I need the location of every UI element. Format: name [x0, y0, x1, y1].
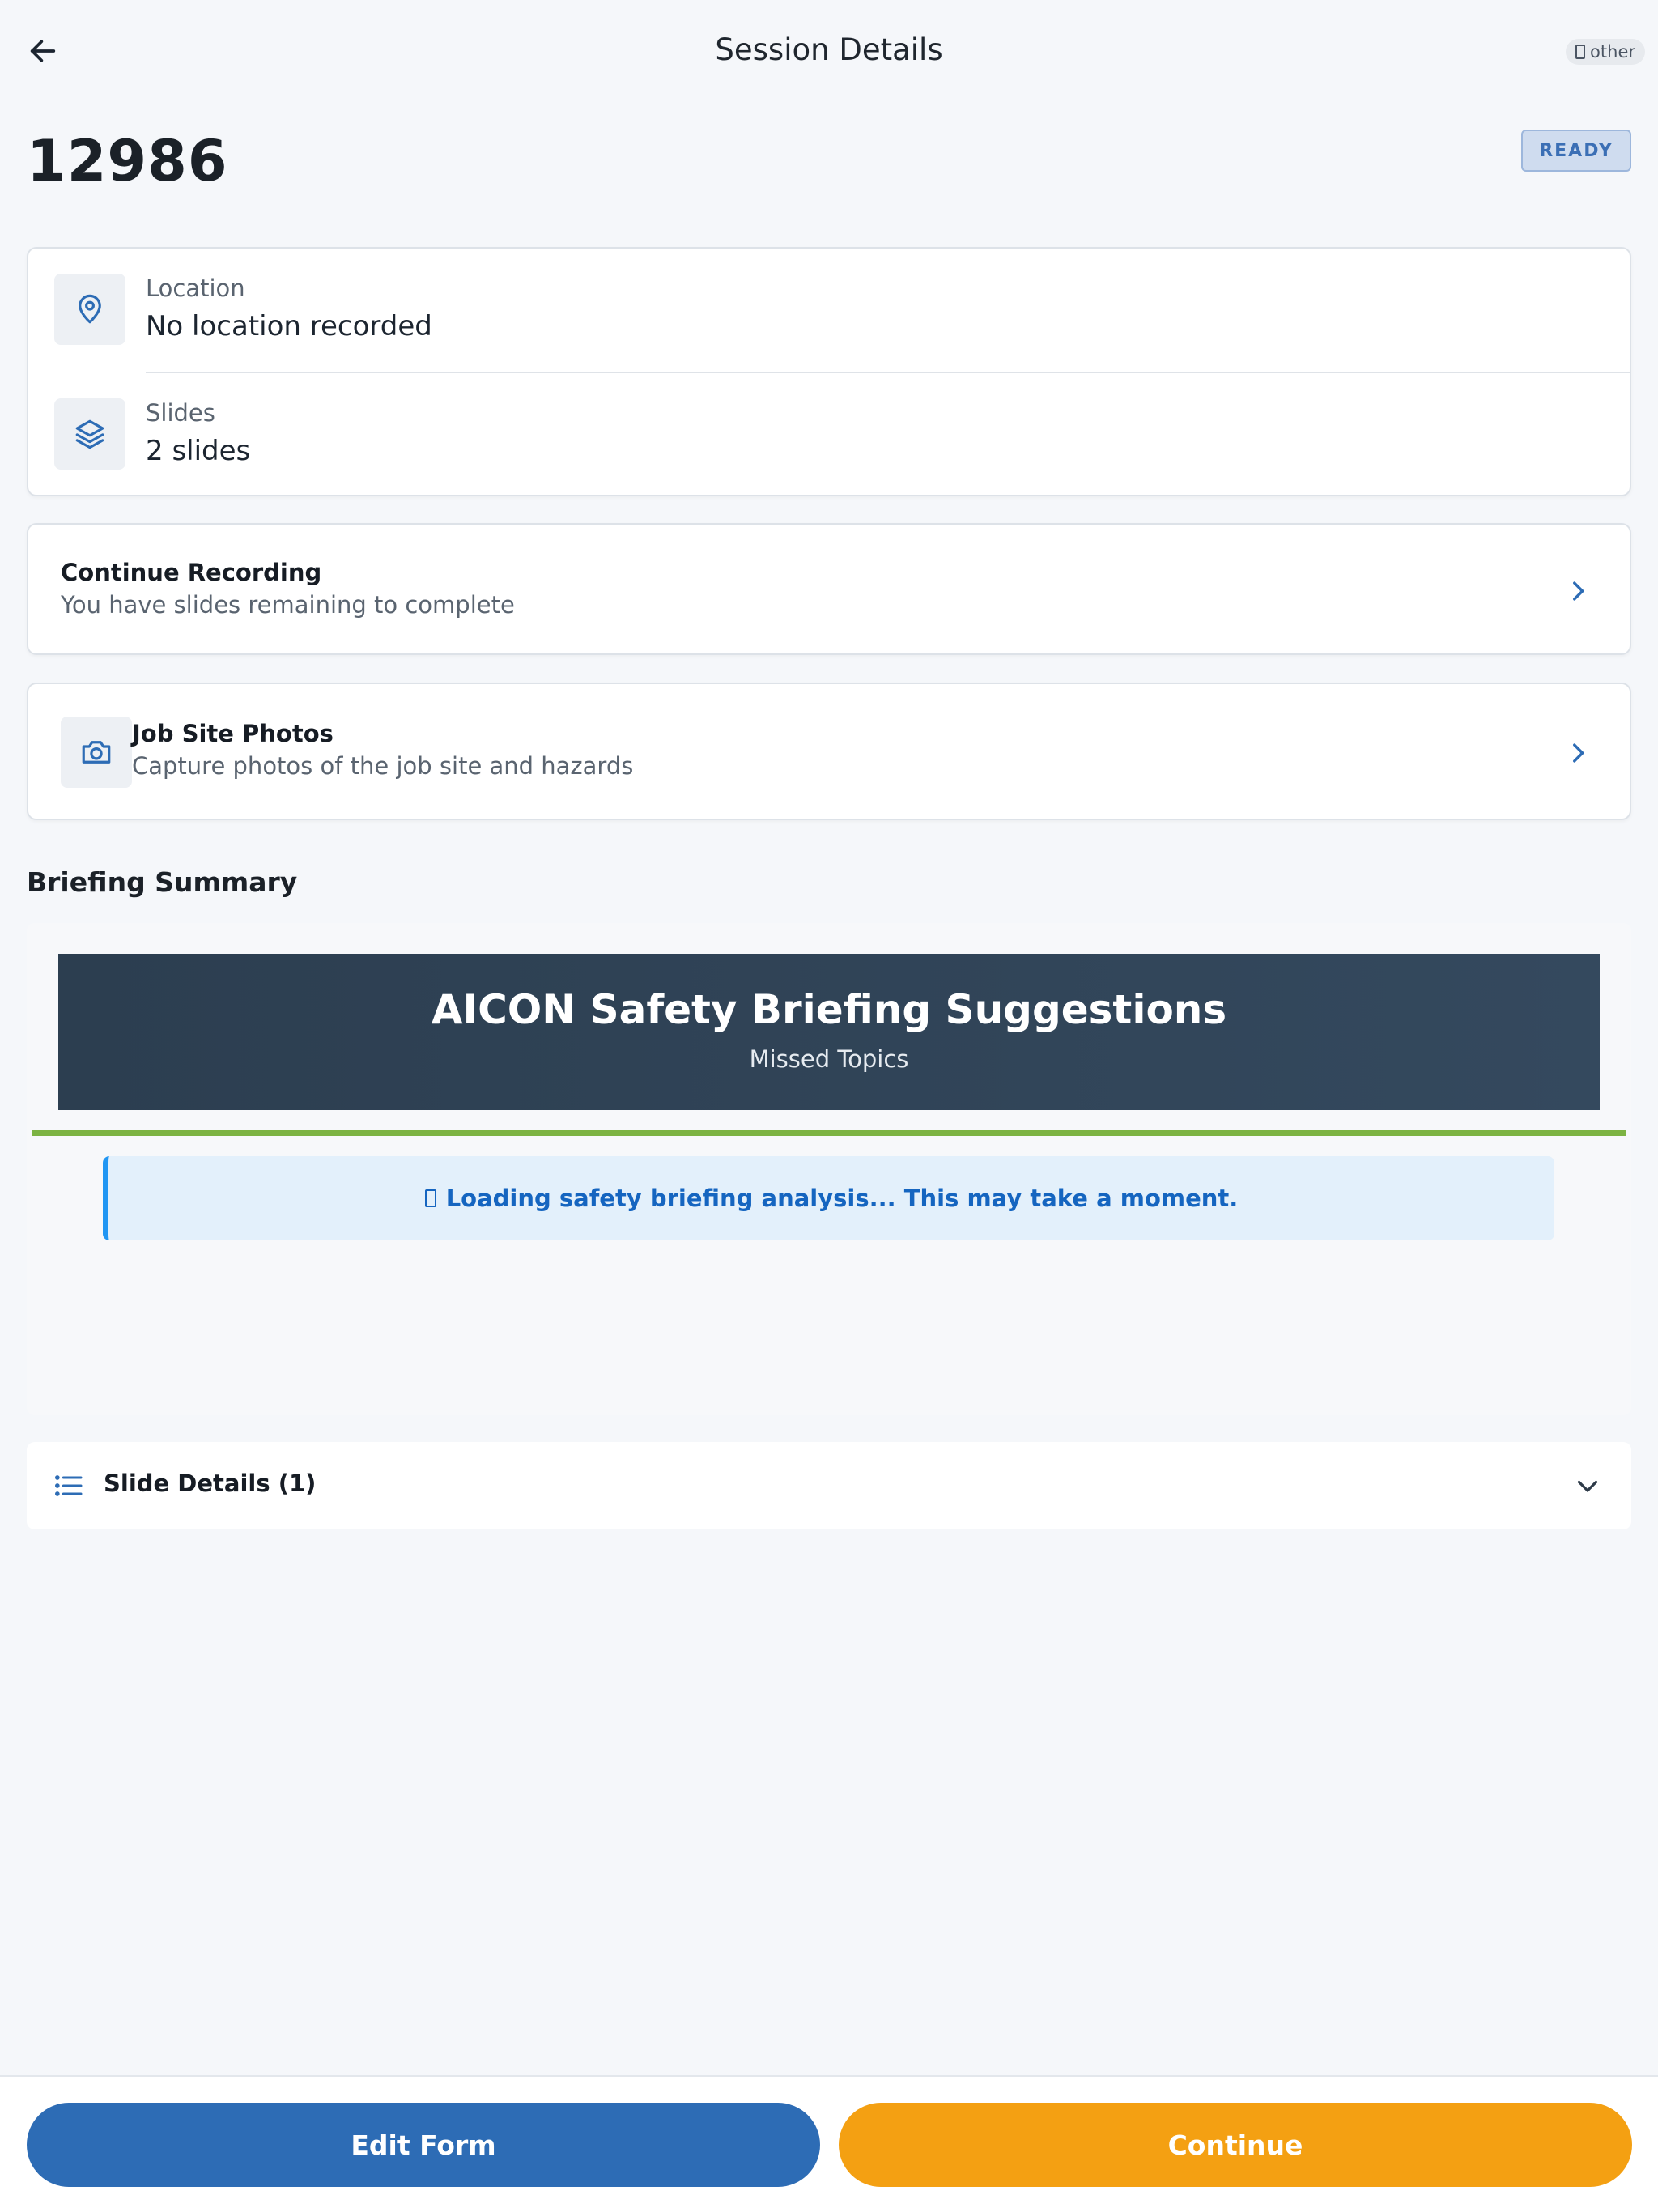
session-id: 12986 [27, 128, 228, 194]
job-site-photos-subtitle: Capture photos of the job site and hazards [132, 752, 634, 780]
device-icon [1575, 45, 1585, 59]
location-icon-tile [54, 274, 125, 345]
banner-title: AICON Safety Briefing Suggestions [431, 986, 1227, 1033]
banner-subtitle: Missed Topics [749, 1045, 909, 1073]
status-badge: READY [1521, 130, 1631, 172]
continue-recording-card[interactable] [27, 523, 1631, 655]
session-info-card [27, 247, 1631, 496]
page-title: Session Details [715, 32, 943, 67]
chevron-right-icon [1562, 575, 1594, 607]
platform-label: other [1590, 42, 1635, 62]
briefing-summary-panel [27, 923, 1631, 1415]
continue-recording-subtitle: You have slides remaining to complete [61, 591, 515, 619]
job-site-photos-card[interactable] [27, 683, 1631, 820]
location-label: Location [146, 274, 245, 302]
slides-label: Slides [146, 399, 215, 427]
camera-icon [79, 735, 113, 769]
loading-text: Loading safety briefing analysis... This may take a moment. [445, 1185, 1239, 1212]
summary-banner [58, 954, 1600, 1110]
chevron-right-icon [1562, 737, 1594, 769]
slide-details-title: Slide Details (1) [104, 1470, 317, 1497]
continue-button[interactable]: Continue [839, 2103, 1632, 2187]
top-app-bar [0, 0, 1658, 104]
chevron-down-icon[interactable] [1573, 1471, 1602, 1500]
location-row [28, 249, 1630, 373]
loading-notice [103, 1156, 1554, 1240]
slides-icon-tile [54, 398, 125, 470]
job-site-photos-title: Job Site Photos [132, 720, 334, 747]
continue-recording-title: Continue Recording [61, 559, 322, 586]
bottom-action-bar [0, 2075, 1658, 2212]
accent-divider [32, 1130, 1626, 1136]
platform-chip [1566, 39, 1645, 65]
edit-form-button[interactable]: Edit Form [27, 2103, 820, 2187]
slide-details-accordion[interactable] [27, 1442, 1631, 1529]
location-value: No location recorded [146, 310, 432, 342]
layers-icon [73, 417, 107, 451]
hourglass-icon [425, 1189, 436, 1207]
camera-icon-tile [61, 717, 132, 788]
briefing-summary-heading: Briefing Summary [27, 866, 298, 898]
list-icon [53, 1470, 85, 1502]
slides-value: 2 slides [146, 435, 251, 467]
slides-row [28, 373, 1630, 498]
map-pin-icon [73, 292, 107, 326]
